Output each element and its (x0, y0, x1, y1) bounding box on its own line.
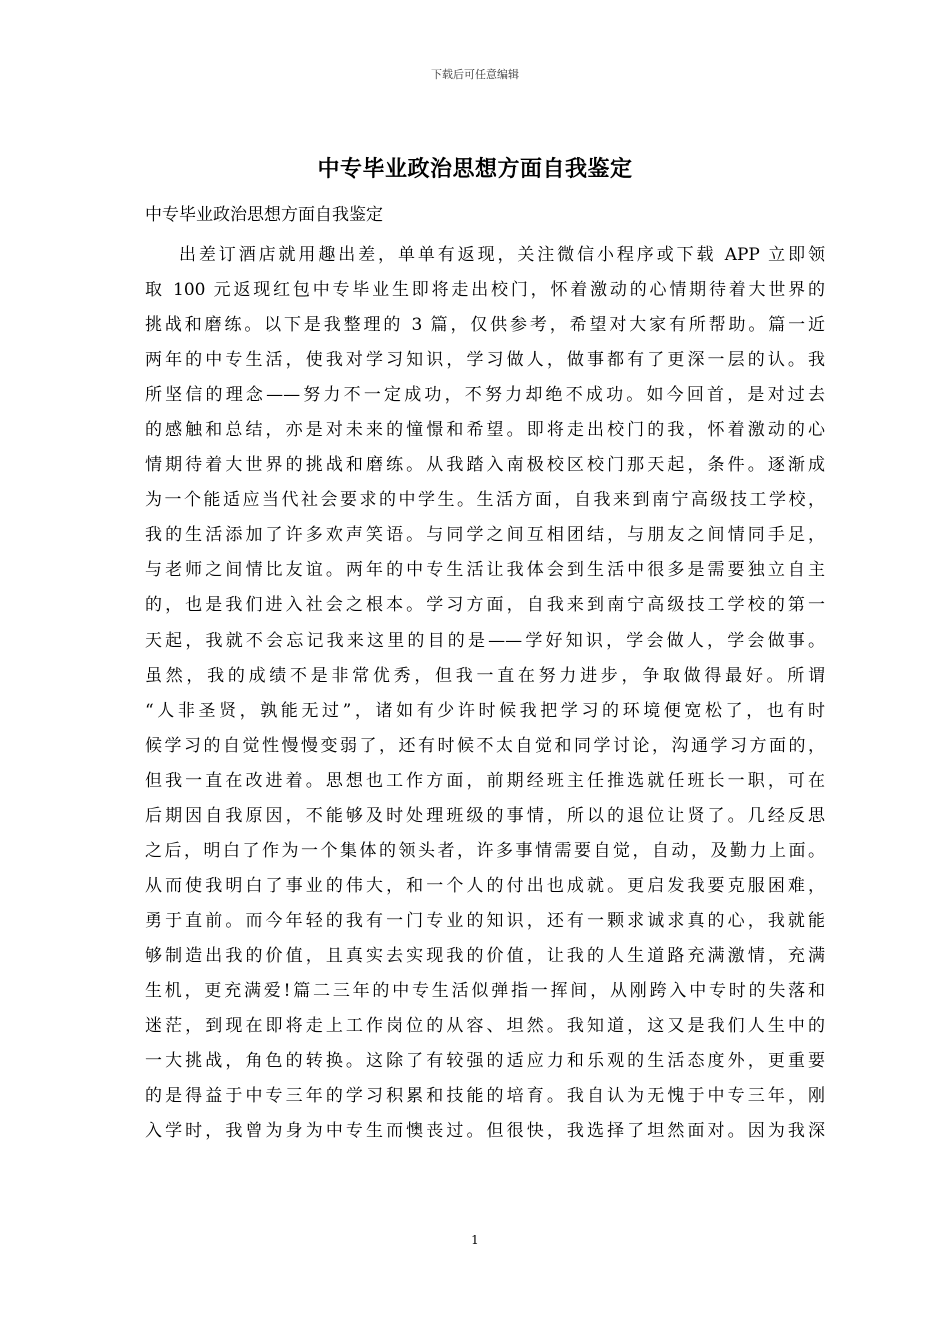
body-line: “人非圣贤，孰能无过”，诸如有少许时候我把学习的环境便宽松了，也有时 (145, 700, 825, 721)
body-line: 从而使我明白了事业的伟大，和一个人的付出也成就。更启发我要克服困难， (145, 875, 825, 896)
body-line: 的感触和总结，亦是对未来的憧憬和希望。即将走出校门的我，怀着激动的心 (145, 420, 825, 441)
document-title: 中专毕业政治思想方面自我鉴定 (317, 156, 633, 182)
body-line: 一大挑战，角色的转换。这除了有较强的适应力和乐观的生活态度外，更重要 (145, 1051, 825, 1072)
body-line: 与老师之间情比友谊。两年的中专生活让我体会到生活中很多是需要独立自主 (145, 560, 825, 581)
body-line: 勇于直前。而今年轻的我有一门专业的知识，还有一颗求诚求真的心，我就能 (145, 910, 825, 931)
page-header: 下载后可任意编辑 (431, 68, 519, 81)
body-line: 的，也是我们进入社会之根本。学习方面，自我来到南宁高级技工学校的第一 (145, 595, 825, 616)
body-line: 取 100 元返现红包中专毕业生即将走出校门，怀着激动的心情期待着大世界的 (145, 280, 825, 301)
body-line: 为一个能适应当代社会要求的中学生。生活方面，自我来到南宁高级技工学校， (145, 490, 825, 511)
body-line: 我的生活添加了许多欢声笑语。与同学之间互相团结，与朋友之间情同手足， (145, 525, 825, 546)
body-line: 后期因自我原因，不能够及时处理班级的事情，所以的退位让贤了。几经反思 (145, 805, 825, 826)
body-line: 虽然，我的成绩不是非常优秀，但我一直在努力进步，争取做得最好。所谓 (145, 665, 825, 686)
body-line: 但我一直在改进着。思想也工作方面，前期经班主任推选就任班长一职，可在 (145, 770, 825, 791)
body-line: 候学习的自觉性慢慢变弱了，还有时候不太自觉和同学讨论，沟通学习方面的， (145, 735, 825, 756)
body-line: 够制造出我的价值，且真实去实现我的价值，让我的人生道路充满激情，充满 (145, 945, 825, 966)
body-line: 所坚信的理念——努力不一定成功，不努力却绝不成功。如今回首，是对过去 (145, 385, 825, 406)
body-line: 之后，明白了作为一个集体的领头者，许多事情需要自觉，自动，及勤力上面。 (145, 840, 825, 861)
body-line: 出差订酒店就用趣出差，单单有返现，关注微信小程序或下载 APP 立即领 (179, 245, 825, 265)
body-line: 挑战和磨练。以下是我整理的 3 篇，仅供参考，希望对大家有所帮助。篇一近 (145, 315, 825, 336)
body-line: 两年的中专生活，使我对学习知识，学习做人，做事都有了更深一层的认。我 (145, 350, 825, 371)
body-line: 情期待着大世界的挑战和磨练。从我踏入南极校区校门那天起，条件。逐渐成 (145, 455, 825, 476)
body-line: 入学时，我曾为身为中专生而懊丧过。但很快，我选择了坦然面对。因为我深 (145, 1121, 825, 1142)
body-line: 的是得益于中专三年的学习积累和技能的培育。我自认为无愧于中专三年，刚 (145, 1086, 825, 1107)
page-number: 1 (471, 1233, 479, 1247)
body-line: 天起，我就不会忘记我来这里的目的是——学好知识，学会做人，学会做事。 (145, 630, 825, 651)
document-subtitle: 中专毕业政治思想方面自我鉴定 (145, 205, 383, 225)
body-line: 生机，更充满爱!篇二三年的中专生活似弹指一挥间，从刚跨入中专时的失落和 (145, 980, 825, 1001)
document-body (145, 238, 825, 1149)
body-line: 迷茫，到现在即将走上工作岗位的从容、坦然。我知道，这又是我们人生中的 (145, 1016, 825, 1037)
